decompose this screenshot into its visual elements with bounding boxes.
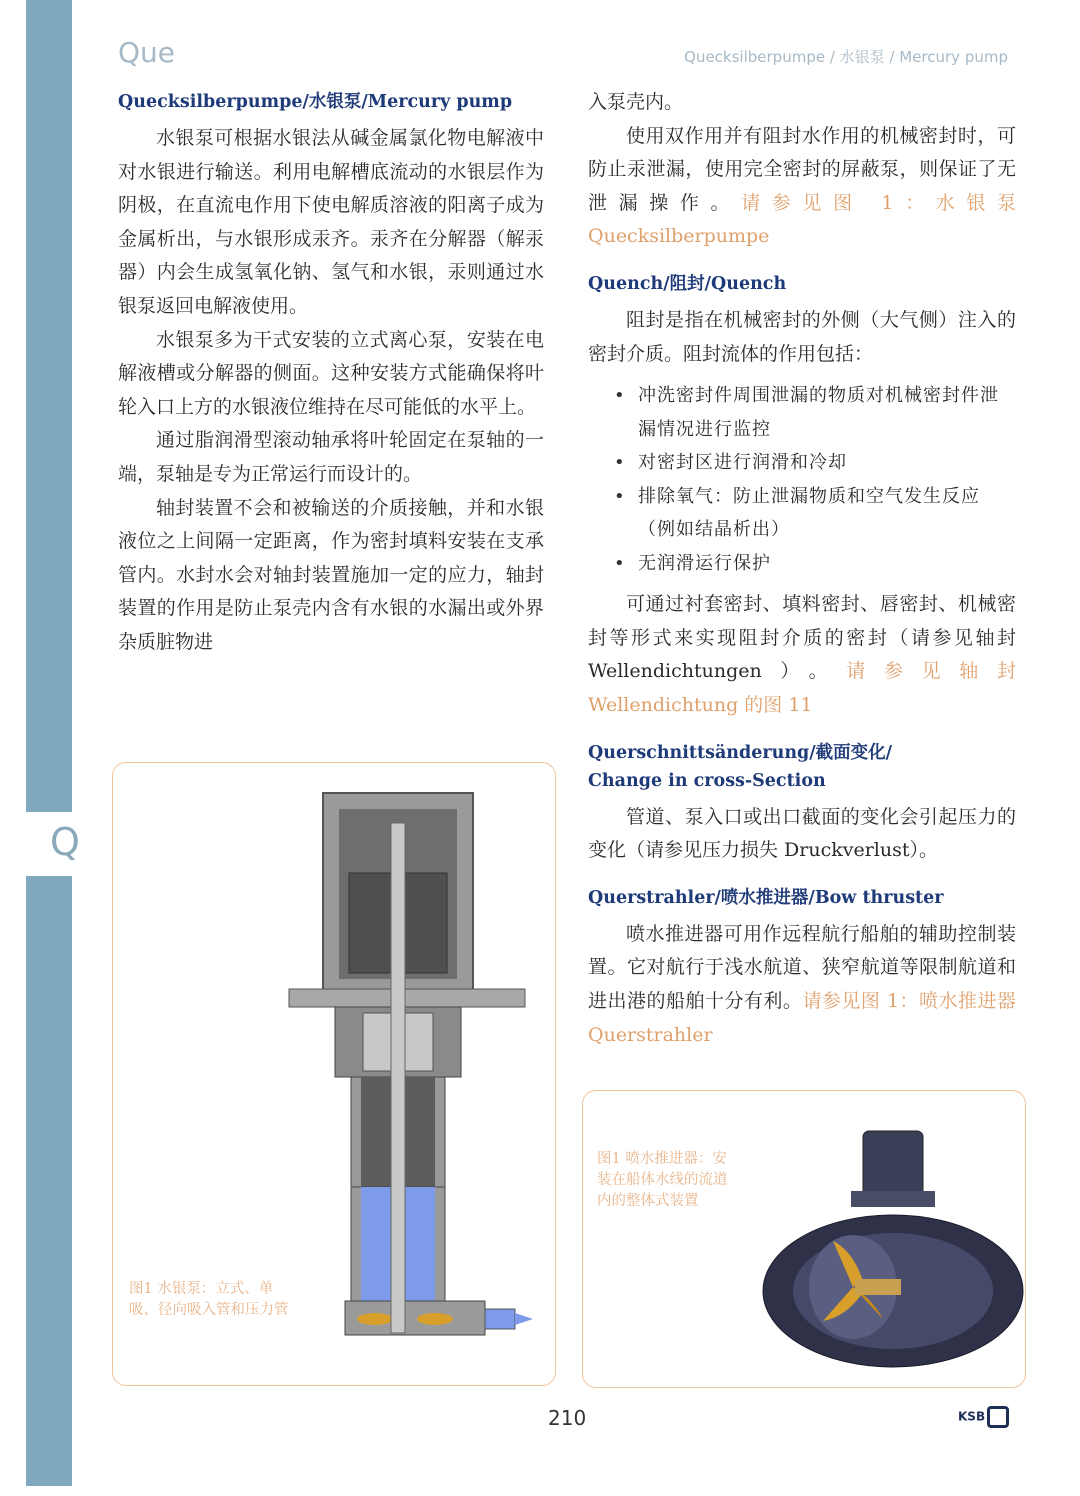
figure-mercury-pump [112,762,556,1386]
logo-text: KSB [958,1409,986,1424]
paragraph-text: 可通过衬套密封、填料密封、唇密封、机械密封等形式来实现阻封介质的密封（请参见轴封 Wellendichtungen）。 [588,593,1016,683]
paragraph-continued: 入泵壳内。 [588,91,684,113]
paragraph [588,918,1016,1052]
entry-title-quench: Quench/阻封/Quench [588,273,787,294]
figure-caption: 图1 水银泵：立式、单吸、径向吸入管和压力管 [129,1281,289,1318]
mounting-flange [289,989,525,1007]
entry-title-cross-section: Querschnittsänderung/截面变化/ [588,742,893,763]
list-item: • 对密封区进行润滑和冷却 [638,446,1016,480]
cross-reference-link[interactable]: 请参见图 1：喷水推进器 Querstrahler [588,989,1016,1046]
propeller-hub [855,1279,901,1295]
list-item: • 无润滑运行保护 [638,547,1016,581]
ksb-logo [958,1406,1009,1428]
left-column [118,88,544,660]
list-item: • 排除氧气：防止泄漏物质和空气发生反应（例如结晶析出） [638,480,1016,547]
paragraph: 轴封装置不会和被输送的介质接触，并和水银液位之上间隔一定距离，作为密封填料安装在支承管内。水封水会对轴封装置施加一定的应力，轴封装置的作用是防止泵壳内含有水银的水漏出或外界杂质脏物进 [118,496,544,653]
page-number: 210 [548,1406,587,1430]
list-item: • 冲洗密封件周围泄漏的物质对机械密封件泄漏情况进行监控 [638,379,1016,446]
paragraph: 水银泵多为干式安装的立式离心泵，安装在电解液槽或分解器的侧面。这种安装方式能确保将叶轮入口上方的水银液位维持在尽可能低的水平上。 [118,328,544,418]
section-heading: Que [118,36,176,69]
paragraph [588,588,1016,722]
motor-base [851,1191,935,1207]
cross-reference-link[interactable]: 请参见图 1：水银泵 Quecksilberpumpe [588,191,1016,248]
bow-thruster-drawing [583,1091,1025,1387]
paragraph-text: 喷水推进器可用作远程航行船舶的辅助控制装置。它对航行于浅水航道、狭窄航道等限制航道和进出港的船舶十分有利。 [588,922,1016,1012]
bullet-list [588,379,1016,580]
impeller-right [417,1313,453,1325]
discharge-pipe [485,1309,515,1329]
figure-caption: 图1 喷水推进器：安装在船体水线的流道内的整体式装置 [597,1151,728,1209]
paragraph-text: 使用双作用并有阻封水作用的机械密封时，可防止汞泄漏，使用完全密封的屏蔽泵，则保证了无泄漏操作。 [588,124,1016,214]
impeller-left [357,1313,393,1325]
figure-bow-thruster [582,1090,1026,1388]
cross-reference-link[interactable]: 请参见轴封 Wellendichtung 的图 11 [588,660,1016,716]
paragraph: 通过脂润滑型滚动轴承将叶轮固定在泵轴的一端，泵轴是专为正常运行而设计的。 [118,429,544,485]
sidebar-strip [26,0,72,1486]
entry-title-bow-thruster: Querstrahler/喷水推进器/Bow thruster [588,887,944,908]
paragraph: 管道、泵入口或出口截面的变化会引起压力的变化（请参见压力损失 Druckverlust）。 [588,805,1016,862]
flow-arrow-icon [515,1313,533,1325]
pump-shaft [391,823,405,1333]
entry-title-mercury-pump: Quecksilberpumpe/水银泵/Mercury pump [118,92,513,112]
entry-title-cross-section-en: Change in cross-Section [588,770,826,791]
paragraph: 水银泵可根据水银法从碱金属氯化物电解液中对水银进行输送。利用电解槽底流动的水银层作为阴极，在直流电作用下使电解质溶液的阳离子成为金属析出，与水银形成汞齐。汞齐在分解器（解汞器）内会生成氢氧化钠、氢气和水银，汞则通过水银泵返回电解液使用。 [118,127,544,317]
paragraph: 阻封是指在机械密封的外侧（大气侧）注入的密封介质。阻封流体的作用包括： [588,308,1016,365]
thruster-motor [863,1131,923,1201]
sidebar-letter: Q [50,820,80,864]
paragraph [588,120,1016,254]
right-column [588,86,1016,1052]
running-title: Quecksilberpumpe / 水银泵 / Mercury pump [684,48,1008,66]
ksb-logo-icon [987,1406,1009,1428]
